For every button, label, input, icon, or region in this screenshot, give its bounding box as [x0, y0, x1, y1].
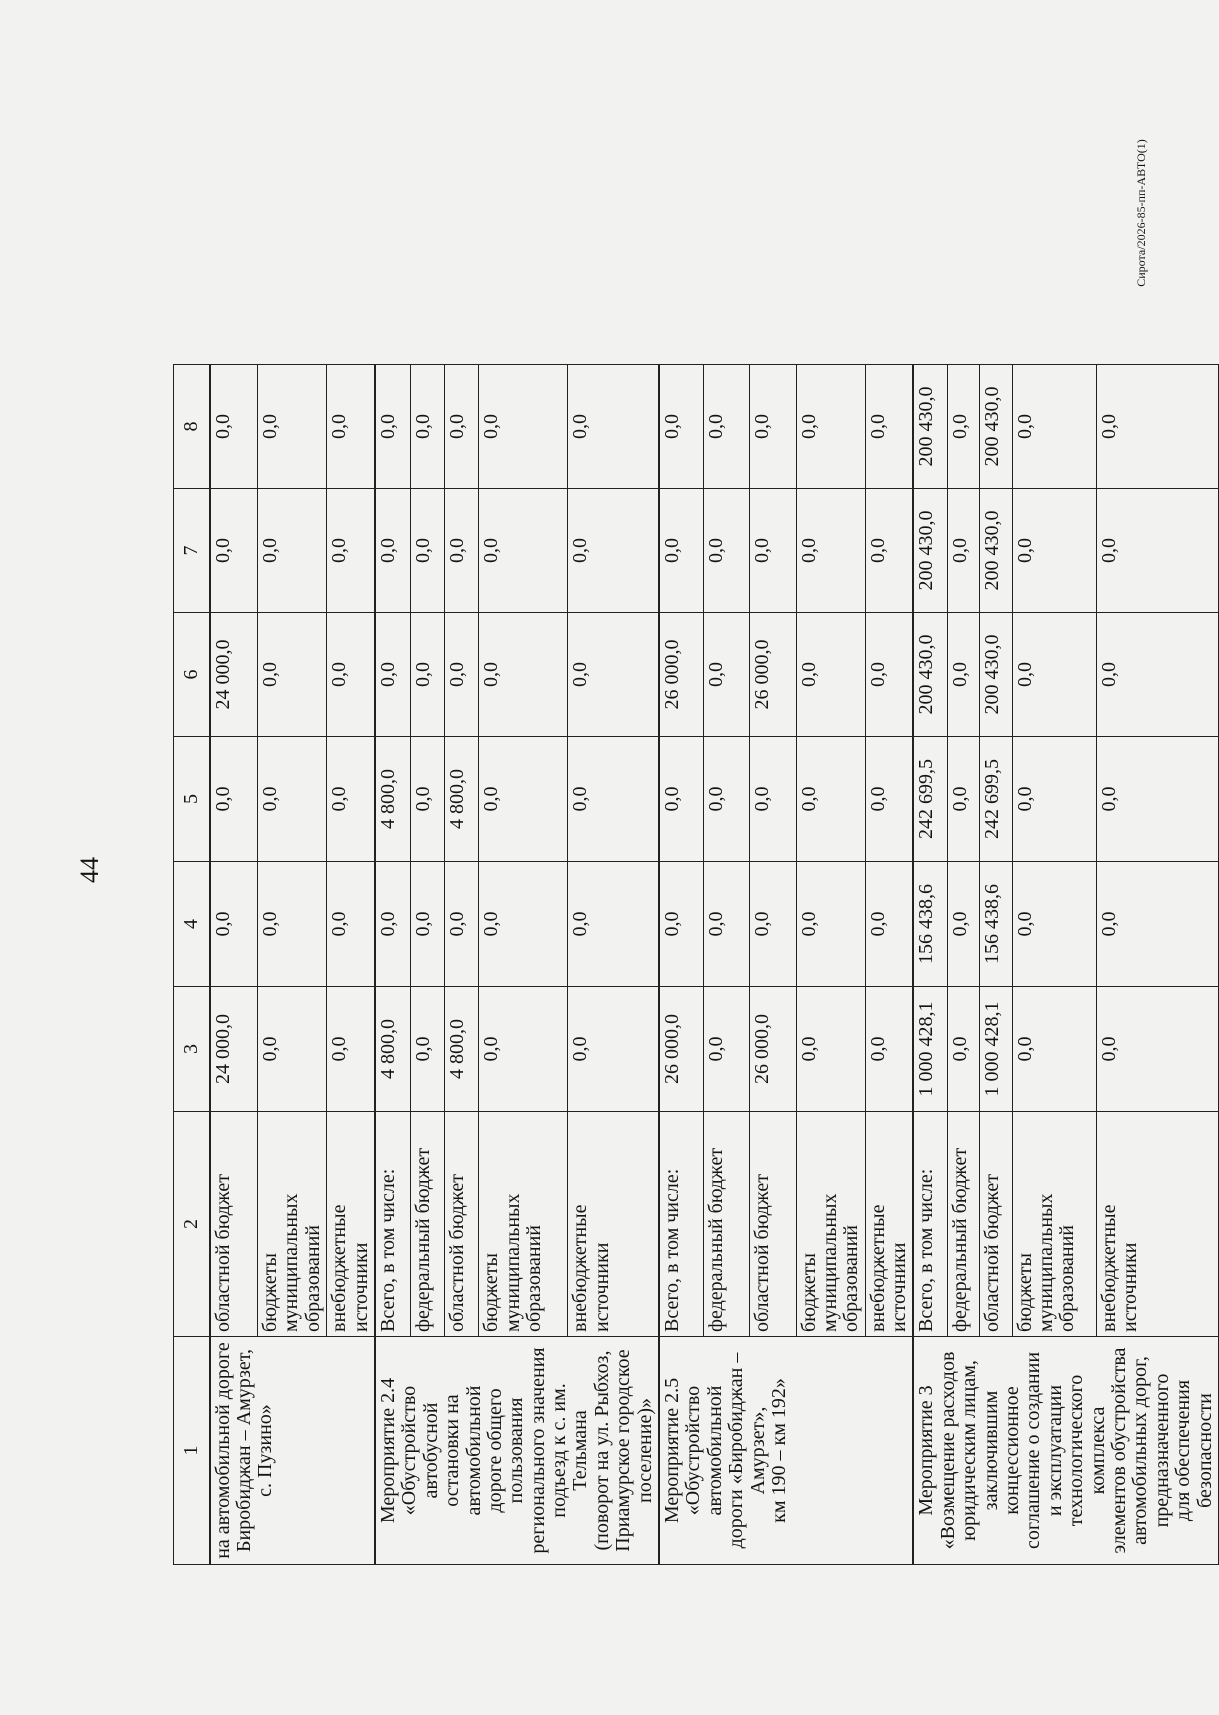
value-cell: 0,0 — [948, 489, 980, 613]
value-cell: 0,0 — [210, 365, 258, 489]
funding-source-cell: федеральный бюджет — [411, 1112, 445, 1337]
value-cell: 0,0 — [258, 489, 327, 613]
funding-source-cell: бюджеты муниципальных образований — [796, 1112, 865, 1337]
event-line: регионального значения — [526, 1347, 549, 1554]
event-line: (поворот на ул. Рыбхоз, — [590, 1350, 613, 1551]
value-cell: 0,0 — [327, 365, 375, 489]
value-cell: 0,0 — [411, 365, 445, 489]
value-cell: 0,0 — [865, 489, 913, 613]
value-cell: 0,0 — [327, 737, 375, 862]
value-cell: 0,0 — [1012, 987, 1096, 1112]
event-line: соглашение о создании — [1022, 1351, 1045, 1550]
value-cell: 0,0 — [479, 987, 568, 1112]
funding-source-cell: внебюджетные источники — [568, 1112, 659, 1337]
value-cell: 0,0 — [865, 613, 913, 737]
value-cell: 0,0 — [568, 489, 659, 613]
value-cell: 0,0 — [659, 365, 703, 489]
value-cell: 0,0 — [375, 365, 411, 489]
value-cell: 0,0 — [703, 987, 749, 1112]
value-cell: 0,0 — [948, 613, 980, 737]
funding-source-cell: областной бюджет — [749, 1112, 796, 1337]
event-line: на автомобильной дороге — [211, 1342, 234, 1559]
value-cell: 0,0 — [375, 862, 411, 987]
value-cell: 200 430,0 — [913, 613, 947, 737]
value-cell: 0,0 — [375, 613, 411, 737]
value-cell: 0,0 — [1096, 365, 1218, 489]
value-cell: 0,0 — [411, 737, 445, 862]
value-cell: 0,0 — [210, 862, 258, 987]
event-line: дороги «Биробиджан – Амурзет», — [725, 1352, 769, 1549]
column-header: 4 — [174, 862, 210, 987]
value-cell: 0,0 — [703, 489, 749, 613]
value-cell: 0,0 — [1012, 365, 1096, 489]
value-cell: 0,0 — [865, 862, 913, 987]
value-cell: 0,0 — [479, 489, 568, 613]
event-line: автомобильных дорог, — [1129, 1356, 1152, 1545]
value-cell: 0,0 — [659, 489, 703, 613]
value-cell: 0,0 — [796, 862, 865, 987]
value-cell: 0,0 — [568, 365, 659, 489]
funding-source-cell: внебюджетные источники — [1096, 1112, 1218, 1337]
value-cell: 156 438,6 — [980, 862, 1012, 987]
column-header: 5 — [174, 737, 210, 862]
value-cell: 0,0 — [1096, 489, 1218, 613]
value-cell: 0,0 — [796, 613, 865, 737]
document-code: Сирота/2026-85-пп-АВТО(1) — [1134, 139, 1148, 287]
value-cell: 24 000,0 — [210, 987, 258, 1112]
value-cell: 0,0 — [1096, 737, 1218, 862]
value-cell: 0,0 — [258, 613, 327, 737]
value-cell: 0,0 — [327, 987, 375, 1112]
value-cell: 0,0 — [479, 365, 568, 489]
value-cell: 0,0 — [258, 365, 327, 489]
value-cell: 200 430,0 — [980, 365, 1012, 489]
value-cell: 1 000 428,1 — [913, 987, 947, 1112]
event-line: Биробиджан – Амурзет, — [232, 1349, 255, 1552]
value-cell: 0,0 — [258, 987, 327, 1112]
value-cell: 0,0 — [749, 862, 796, 987]
value-cell: 0,0 — [479, 737, 568, 862]
column-header: 6 — [174, 613, 210, 737]
value-cell: 0,0 — [568, 987, 659, 1112]
table-row — [375, 365, 411, 1565]
funding-source-cell: Всего, в том числе: — [659, 1112, 703, 1337]
value-cell: 4 800,0 — [445, 737, 479, 862]
column-header: 8 — [174, 365, 210, 489]
value-cell: 242 699,5 — [980, 737, 1012, 862]
event-line: поселение)» — [633, 1398, 656, 1503]
column-header: 2 — [174, 1112, 210, 1337]
column-header: 7 — [174, 489, 210, 613]
value-cell: 0,0 — [327, 862, 375, 987]
value-cell: 0,0 — [1012, 613, 1096, 737]
value-cell: 4 800,0 — [445, 987, 479, 1112]
event-cell — [210, 1337, 375, 1565]
value-cell: 4 800,0 — [375, 987, 411, 1112]
value-cell: 0,0 — [258, 737, 327, 862]
event-line: предназначенного — [1150, 1373, 1173, 1528]
table-row — [210, 365, 258, 1565]
value-cell: 156 438,6 — [913, 862, 947, 987]
value-cell: 0,0 — [948, 987, 980, 1112]
event-cell — [375, 1337, 659, 1565]
value-cell: 26 000,0 — [659, 613, 703, 737]
value-cell: 0,0 — [375, 489, 411, 613]
value-cell: 0,0 — [796, 489, 865, 613]
event-line: Мероприятие 3 — [915, 1385, 938, 1516]
value-cell: 0,0 — [445, 613, 479, 737]
value-cell: 0,0 — [796, 987, 865, 1112]
event-line: остановки на автомобильной — [441, 1385, 485, 1516]
value-cell: 0,0 — [210, 737, 258, 862]
event-line: «Возмещение расходов — [936, 1351, 959, 1550]
value-cell: 0,0 — [796, 365, 865, 489]
funding-source-cell: областной бюджет — [210, 1112, 258, 1337]
value-cell: 200 430,0 — [913, 365, 947, 489]
value-cell: 0,0 — [411, 987, 445, 1112]
event-line: с. Пузино» — [254, 1404, 277, 1497]
event-line: юридическим лицам, — [958, 1360, 981, 1541]
funding-source-cell: бюджеты муниципальных образований — [258, 1112, 327, 1337]
value-cell: 0,0 — [1012, 862, 1096, 987]
value-cell: 0,0 — [948, 862, 980, 987]
value-cell: 0,0 — [749, 737, 796, 862]
value-cell: 0,0 — [865, 737, 913, 862]
value-cell: 4 800,0 — [375, 737, 411, 862]
column-header: 1 — [174, 1337, 210, 1565]
value-cell: 0,0 — [703, 737, 749, 862]
value-cell: 0,0 — [445, 489, 479, 613]
event-line: км 190 – км 192» — [767, 1378, 790, 1523]
event-line: элементов обустройства — [1108, 1347, 1130, 1554]
value-cell: 0,0 — [327, 489, 375, 613]
value-cell: 242 699,5 — [913, 737, 947, 862]
value-cell: 24 000,0 — [210, 613, 258, 737]
event-line: Приамурское городское — [612, 1349, 635, 1552]
event-line: для обеспечения безопасности — [1172, 1379, 1216, 1522]
event-cell — [659, 1337, 913, 1565]
table-row — [659, 365, 703, 1565]
event-line: «Обустройство автобусной — [398, 1385, 442, 1516]
value-cell: 0,0 — [1096, 613, 1218, 737]
value-cell: 0,0 — [948, 737, 980, 862]
value-cell: 1 000 428,1 — [980, 987, 1012, 1112]
value-cell: 0,0 — [1012, 489, 1096, 613]
value-cell: 0,0 — [703, 365, 749, 489]
value-cell: 0,0 — [258, 862, 327, 987]
event-line: Мероприятие 2.4 — [376, 1377, 399, 1524]
value-cell: 0,0 — [210, 489, 258, 613]
value-cell: 0,0 — [749, 489, 796, 613]
funding-source-cell: Всего, в том числе: — [375, 1112, 411, 1337]
event-line: технологического комплекса — [1065, 1374, 1109, 1527]
event-cell — [913, 1337, 1218, 1565]
value-cell: 0,0 — [796, 737, 865, 862]
value-cell: 0,0 — [703, 862, 749, 987]
value-cell: 0,0 — [568, 613, 659, 737]
value-cell: 0,0 — [865, 987, 913, 1112]
event-line: Мероприятие 2.5 — [661, 1377, 684, 1524]
page-number: 44 — [75, 857, 104, 883]
value-cell: 26 000,0 — [659, 987, 703, 1112]
value-cell: 0,0 — [411, 489, 445, 613]
value-cell: 0,0 — [703, 613, 749, 737]
value-cell: 0,0 — [568, 737, 659, 862]
event-line: подъезд к с. им. Тельмана — [548, 1383, 592, 1518]
value-cell: 26 000,0 — [749, 613, 796, 737]
event-line: заключившим концессионное — [979, 1386, 1024, 1515]
value-cell: 0,0 — [1096, 987, 1218, 1112]
value-cell: 0,0 — [865, 365, 913, 489]
funding-source-cell: внебюджетные источники — [327, 1112, 375, 1337]
value-cell: 0,0 — [1096, 862, 1218, 987]
value-cell: 0,0 — [1012, 737, 1096, 862]
funding-source-cell: федеральный бюджет — [703, 1112, 749, 1337]
value-cell: 0,0 — [327, 613, 375, 737]
budget-table — [173, 364, 1219, 1565]
table-row — [913, 365, 947, 1565]
funding-source-cell: федеральный бюджет — [948, 1112, 980, 1337]
header-row — [174, 365, 210, 1565]
value-cell: 0,0 — [411, 613, 445, 737]
funding-source-cell: бюджеты муниципальных образований — [1012, 1112, 1096, 1337]
funding-source-cell: внебюджетные источники — [865, 1112, 913, 1337]
value-cell: 0,0 — [568, 862, 659, 987]
value-cell: 0,0 — [948, 365, 980, 489]
column-header: 3 — [174, 987, 210, 1112]
value-cell: 0,0 — [479, 613, 568, 737]
value-cell: 0,0 — [659, 737, 703, 862]
value-cell: 200 430,0 — [980, 613, 1012, 737]
value-cell: 0,0 — [749, 365, 796, 489]
value-cell: 200 430,0 — [980, 489, 1012, 613]
value-cell: 0,0 — [479, 862, 568, 987]
event-line: «Обустройство автомобильной — [682, 1385, 726, 1516]
value-cell: 0,0 — [445, 862, 479, 987]
funding-source-cell: бюджеты муниципальных образований — [479, 1112, 568, 1337]
funding-source-cell: областной бюджет — [445, 1112, 479, 1337]
value-cell: 200 430,0 — [913, 489, 947, 613]
value-cell: 26 000,0 — [749, 987, 796, 1112]
value-cell: 0,0 — [411, 862, 445, 987]
value-cell: 0,0 — [659, 862, 703, 987]
funding-source-cell: Всего, в том числе: — [913, 1112, 947, 1337]
event-line: дороге общего пользования — [483, 1388, 528, 1513]
event-line: и эксплуатации — [1043, 1384, 1066, 1517]
value-cell: 0,0 — [445, 365, 479, 489]
funding-source-cell: областной бюджет — [980, 1112, 1012, 1337]
